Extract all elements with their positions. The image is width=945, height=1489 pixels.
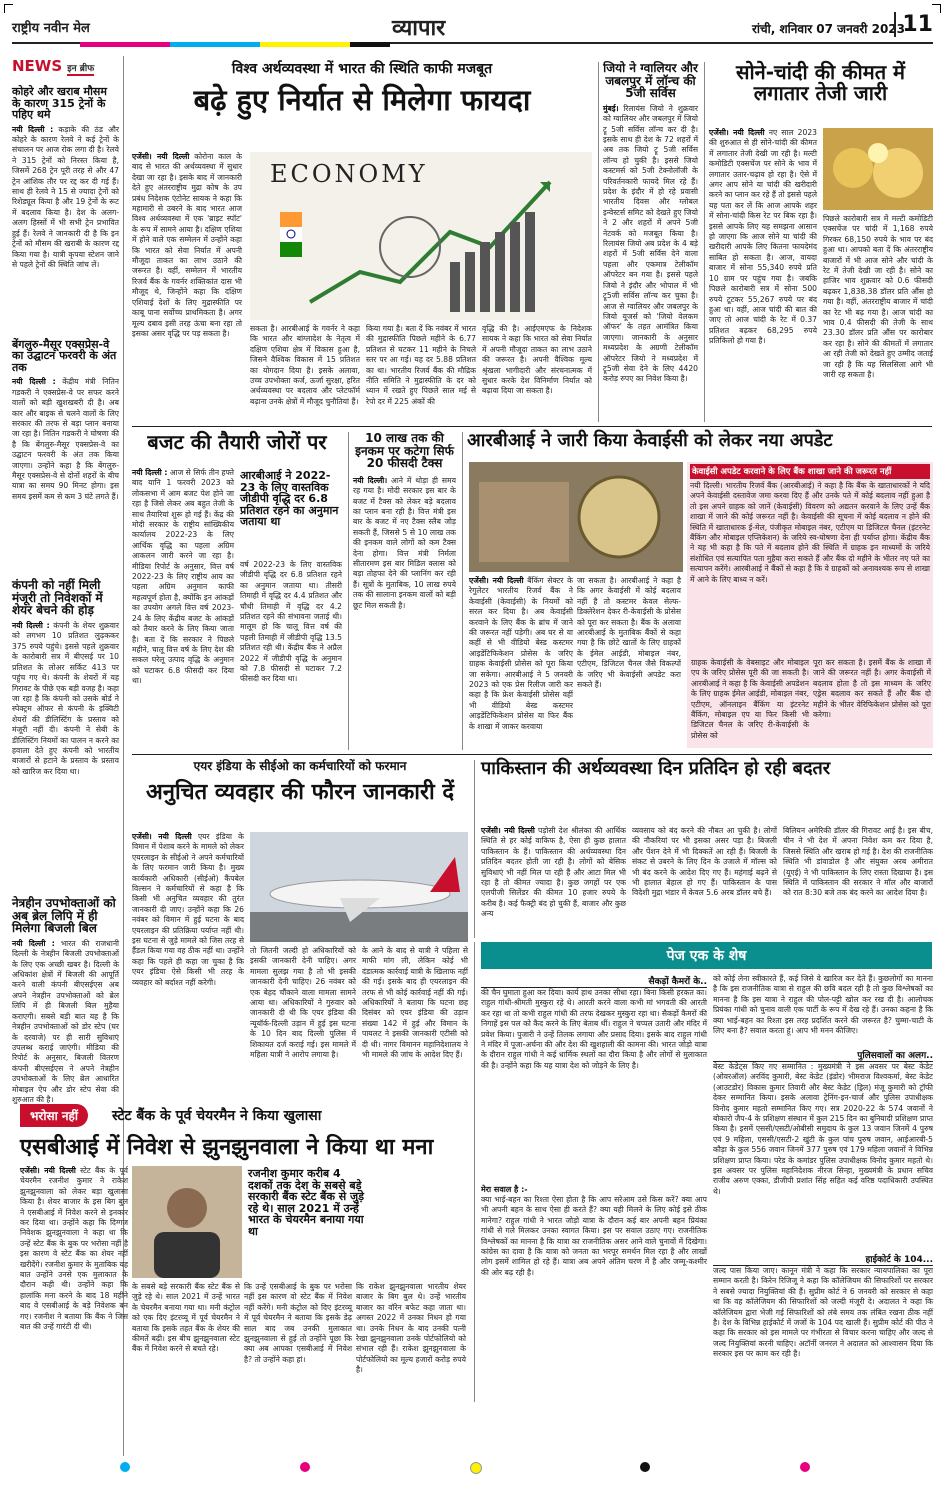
economy-photo-label: ECONOMY [270,160,428,188]
airplane-illustration [250,832,468,942]
sbi-story [20,1104,468,1456]
pakistan-body-col3: बिलियन अमेरिकी डॉलर की गिरावट आई है। इस बीच, चीन ने भी देश में अपना निवेश कम कर दिया है, जिससे स्थिति और खराब हो गई है। देश की राजनीतिक स्थिति भी डांवाडोल है और संयुक्त अरब अमीरात (यूएई) ने भी पाकिस्तान के लिए रास्ता दिखाया है। इस स्थिति में पाकिस्तान की सरकार ने मॉल और बाजारों को रात 8:30 बजे तक बंद करने का आदेश दिया है। [783,826,933,898]
brief-body: केंद्रीय मंत्री नितिन गडकरी ने एक्सप्रेस-वे पर सफर करने वालों को बड़ी खुशखबरी दी है। अब कार और बाइक से चलने वालों के लिए सरकार की तरफ से बड़ा प्लान बनाया जा रहा है। नितिन गडकरी ने घोषणा की है कि बेंगलुरु-मैसूर एक्सप्रेस-वे का उद्घाटन फरवरी के अंत तक किया जाएगा। उन्होंने कहा है कि बेंगलुरु-मैसूर एक्सप्रेस-वे से दोनों शहरों के बीच यात्रा का समय 90 मिनट होगा। इस समय इसमें कम से कम 3 घंटे लगते हैं। [12,377,120,501]
tax-headline: 10 लाख तक की इनकम पर कटेगा सिर्फ 20 फीसदी टैक्स [355,431,454,471]
remains-story-2-body: बेस्ट केडेट्स किए गए सम्मानित : मुख्यमंत्री ने इस अवसर पर बेस्ट केडेट (ओवरऑल) अरविंद कुमारी, बेस्ट केडेट (इंडोर) भीमराज विश्वकर्मा, बेस्ट केडेट (आउटडोर) विकास कुमार तिवारी और बेस्ट केडेट (ड्रिल) मंजू कुमारी को ट्रॉफी देकर सम्मानित किया। इसके अलावा ट्रेनिंग-इन-चार्ज और पुलिस उपाधीक्षक विनोद कुमार महतो सम्मानित किए गए। सत्र 2020-22 के 574 जवानों ने बोकारो जैप-4 के प्रशिक्षण संस्थान में कुल 215 दिन का बुनियादी प्रशिक्षण प्राप्त किया है। इसमें एससी/एसटी/ओबीसी समुदाय के कुल 13 जवान जिनमें 4 पुरुष एवं 9 महिला, एससी/एसटी-2 खुंटी के कुल पांच पुरुष जवान, आईआरबी-5 कौड़ा के कुल 556 जवान जिनमें 377 पुरुष एवं 179 महिला जवानों ने विभिन्न प्रशिक्षण प्राप्त किया। परेड के कमांडर पुलिस उपाधीक्षक विनोद कुमार महतो थे। इस अवसर पर पुलिस महानिदेशक नीरज सिन्हा, मुख्यमंत्री के प्रधान सचिव राजीव अरुण एक्का, डीजीपी प्रशांत सिंह सहित कई वरिष्ठ पदाधिकारी उपस्थित थे। [713,1062,933,1196]
masthead [12,8,933,44]
airindia-headline: अनुचित व्यवहार की फौरन जानकारी दें [145,779,455,805]
color-bar [170,42,260,47]
section-title: व्यापार [392,16,446,41]
gold-body-col2: पिछले कारोबारी सत्र में मल्टी कमोडिटी एक्सचेंज पर चांदी में 1,168 रुपये गिरकर 68,150 रुपये के भाव पर बंद हुआ था। आपको बता दें कि अंतरराष्ट्रीय बाजारों में भी आज सोने और चांदी के रेट में तेजी देखी जा रही है। सोने का हाजिर भाव शुक्रवार को 0.6 फीसदी बढ़कर 1,838.38 डॉलर प्रति औंस हो गया है। वहीं, अंतरराष्ट्रीय बाजार में चांदी का रेट भी बढ़ गया है। आज चांदी का भाव 0.4 फीसदी की तेजी के साथ 23.30 डॉलर प्रति औंस पर कारोबार कर रहा है। सोने की कीमतों में लगातार आ रही तेजी को देखते हुए उम्मीद जताई जा रही है कि यह सिलसिला आगे भी जारी रह सकता है। [823,214,933,380]
budget-story [132,432,342,750]
remains-story-1-body: की चैन घुमाता हुआ कर दिया। कार्य हाथ उनका सीधा रहा। बिना किसी हरकत का। राहुल गांधी-श्रीमती मुस्कुरा रहे थे। आरती करने वाला कभी मां भगवती की आरती कर रहा था तो कभी राहुल गांधी की तरफ देखकर मुस्कुरा रहा था। सैकड़ों कैमरों की निगाहें इस पल को कैद करने के लिए बेताब थीं। राहुल ने चप्पल उतारी और मंदिर में प्रवेश किया। पुजारी ने उन्हें तिलक लगाया और प्रसाद दिया। इसके बाद राहुल गांधी ने मंदिर में पूजा-अर्चना की और देश की खुशहाली की कामना की। भारत जोड़ो यात्रा के दौरान राहुल गांधी ने कई धार्मिक स्थलों का दौरा किया है और लोगों से मुलाकात की है। उन्होंने कहा कि यह यात्रा देश को जोड़ने के लिए है। [481,988,707,1070]
remains-right-column [713,974,933,1416]
remains-story-2-title: पुलिसवालों का अलग.. [713,1048,933,1062]
tax-story [348,432,456,750]
kyc-box-headline: केवाईसी अपडेट करवाने के लिए बैंक शाखा जाने की जरूरत नहीं [690,464,930,479]
brief-dateline: नयी दिल्ली : [12,377,56,387]
rbi-story [462,432,932,750]
page-number: 11 [894,12,933,37]
lead-story [132,62,592,422]
economy-photo [250,152,592,320]
news-sub-label: इन ब्रीफ [67,64,95,74]
brief-dateline: नयी दिल्ली : [12,621,50,631]
lead-headline: बढ़े हुए निर्यात से मिलेगा फायदा [193,82,531,117]
pakistan-body-col2: व्यवसाय को बंद करने की नौबत आ चुकी है। लोगों की नौकरियां पर भी इसका असर पड़ा है। बिजली और पेंशन देने में भी दिक्कतें आ रही हैं। बिजली के संकट से उबरने के लिए दिन के उजाले में मॉल्स को भी बंद करने के आदेश दिए गए हैं। महंगाई बढ़ने से भी हालात बेहाल हो गए हैं। पाकिस्तान के पास विदेशी मुद्रा भंडार में केवल 5.6 अरब डॉलर बचे हैं। [632,826,777,898]
color-bar [260,42,350,47]
color-bar [350,42,390,47]
page-one-remains [474,942,932,1402]
rajnish-kumar-photo [132,1166,242,1278]
rbi-emblem-illustration [469,462,683,572]
budget-sub-body: वर्ष 2022-23 के लिए वास्तविक जीडीपी वृद्धि दर 6.8 प्रतिशत रहने का अनुमान जताया था। तीसरी तिमाही में वृद्धि दर 4.4 प्रतिशत और चौथी तिमाही में वृद्धि दर 4.2 प्रतिशत रहने की संभावना जताई थी। मालूम हो कि चालू वित्त वर्ष की पहली तिमाही में जीडीपी वृद्धि 13.5 प्रतिशत रही थी। केंद्रीय बैंक ने अप्रैल 2022 में जीडीपी वृद्धि के अनुमान को 7.8 फीसदी से घटाकर 7.2 फीसदी कर दिया था। [240,560,342,684]
portrait-illustration [132,1166,242,1278]
budget-body: आज से सिर्फ तीन हफ्ते बाद यानि 1 फरवरी 2023 को लोकसभा में आम बजट पेश होने जा रहा है जिसे लेकर अब बहुत तेजी के साथ तैयारियां शुरू हो गई हैं। केंद्र की मोदी सरकार के राष्ट्रीय सांख्यिकीय कार्यालय 2022-23 के लिए आर्थिक वृद्धि का पहला अग्रिम आकलन जारी करने जा रहा है। मीडिया रिपोर्ट के अनुसार, वित्त वर्ष 2022-23 के लिए राष्ट्रीय आय का पहला अग्रिम अनुमान काफी महत्वपूर्ण होता है, क्योंकि इन आंकड़ों का उपयोग अगले वित्त वर्ष 2023-24 के लिए केंद्रीय बजट के आंकड़ों को तैयार करने के लिए किया जाता है। बता दें कि सरकार ने पिछले महीने, चालू वित्त वर्ष के लिए देश की सकल घरेलू उत्पाद वृद्धि के अनुमान को घटाकर 6.8 फीसदी कर दिया था। [132,468,234,686]
airindia-body-col2: तो जितनी जल्दी हो अधिकारियों को इसकी जानकारी देनी चाहिए। अगर मामला सुलझ गया है तो भी इसकी जानकारी देनी चाहिए। 26 नवंबर को एक बेहद चौंकाने वाला मामला सामने आया था। अधिकारियों ने गुरुवार को जानकारी दी थी कि एयर इंडिया की न्यूयॉर्क-दिल्ली उड़ान में हुई इस घटना के 10 दिन बाद दिल्ली पुलिस में शिकायत दर्ज कराई गई। इस मामले में महिला यात्री ने आरोप लगाया है। [250,946,356,1060]
pakistan-headline: पाकिस्तान की अर्थव्यवस्था दिन प्रतिदिन हो रही बदतर [481,758,831,779]
rbi-building-photo [469,462,683,572]
remains-story-3-body: जल्द पास किया जाए। कानून मंत्री ने कहा कि सरकार न्यायपालिका का पूरा सम्मान करती है। किरेन रिजिजू ने कहा कि कॉलेजियम की सिफारिशों पर सरकार ने सबसे ज्यादा नियुक्तियां की हैं। सुप्रीम कोर्ट ने 6 जनवरी को सरकार से कहा था कि वह कॉलेजियम की सिफारिशों को जल्दी मंजूरी दे। अदालत ने कहा कि कॉलेजियम द्वारा भेजी गई सिफारिशों को लंबे समय तक लंबित रखना ठीक नहीं है। देश के विभिन्न हाईकोर्ट में जजों के 104 पद खाली हैं। सुप्रीम कोर्ट की पीठ ने कहा कि सरकार को इस मामले पर गंभीरता से विचार करना चाहिए और जल्द से जल्द नियुक्तियां करनी चाहिए। अटॉर्नी जनरल ने अदालत को आश्वासन दिया कि सरकार इस पर काम कर रही है। [713,1266,933,1359]
brief-headline: नेत्रहीन उपभोक्ताओं को अब ब्रेल लिपि में ही मिलेगा बिजली बिल [12,896,116,936]
sbi-body-col2: के सबसे बड़े सरकारी बैंक स्टेट बैंक से जुड़े रहे थे। साल 2021 में उन्हें भारत के चेयरमैन बनाया गया था। मनी कंट्रोल को एक दिए इंटरव्यू में पूर्व चेयरमैन ने बताया कि इसके तहत बैंक के शेयर की कीमतें बढ़ी। इस बीच झुनझुनवाला स्टेट बैंक में निवेश करने से बचते रहे। [132,1282,240,1354]
sbi-pull-quote: रजनीश कुमार करीब 4 दशकों तक देश के सबसे बड़े सरकारी बैंक स्टेट बैंक से जुड़े रहे थे। साल 2021 में उन्हें भारत के चेयरमैन बनाया गया था [248,1167,365,1238]
brief-headline: कंपनी को नहीं मिली मंजूरी तो निवेशकों में शेयर बेचने की होड़ [12,578,103,618]
lead-body-col4: वृद्धि की है। आईएमएफ के निदेशक सायक ने कहा कि भारत को सेवा निर्यात में अपनी मौजूदा ताकत का लाभ उठाने की जरूरत है। अपनी वैश्विक मूल्य श्रृंखला भागीदारी और संरचनात्मक में सुधार करके देश विनिर्माण निर्यात को बढ़ावा दिया जा सकता है। [482,324,592,396]
gold-chain-illustration [823,128,933,210]
jio-body: रिलायंस जियो ने शुक्रवार को ग्वालियर और जबलपुर में जियो ट्रू 5जी सर्विस लॉन्च कर दी है। इसके साथ ही देश के 72 शहरों में अब तक जियो ट्रू 5जी सर्विस लॉन्च हो चुकी है। इससे जियो कस्टमर्स को 5जी टेक्नोलॉजी के परिवर्तनकारी फायदे मिल रहे हैं। प्रदेश के इंदौर में हो रहे प्रवासी भारतीय दिवस और ग्लोबल इन्वेस्टर्स समिट को देखते हुए जियो ने 2 और शहरों में अपने 5जी नेटवर्क को मजबूत किया है। रिलायंस जियो अब प्रदेश के 4 बड़े शहरों में 5जी सर्विस देने वाला पहला और एकमात्र टेलीकॉम ऑपरेटर बन गया है। इससे पहले जियो ने इंदौर और भोपाल में भी ट्रू5जी सर्विस लॉन्च कर चुका है। आज से ग्वालियर और जबलपुर के जियो यूजर्स को 'जियो वेलकम ऑफर' के तहत आमंत्रित किया जाएगा। जानकारी के अनुसार मध्यप्रदेश के अग्रणी टेलीकॉम ऑपरेटर जियो ने मध्यप्रदेश में ट्रू5जी सेवा देने के लिए 4420 करोड़ रुपए का निवेश किया है। [603,103,698,384]
sbi-dateline: एजेंसी। नयी दिल्ली [20,1166,76,1175]
airindia-body-col1: एयर इंडिया के विमान में पेशाब करने के मामले को लेकर एयरलाइन के सीईओ ने अपने कर्मचारियों के लिए फरमान जारी किया है। मुख्य कार्यकारी अधिकारी (सीईओ) कैंपबेल विल्सन ने कर्मचारियों से कहा है कि किसी भी अनुचित व्यवहार की तुरंत जानकारी दी जाए। उन्होंने कहा कि 26 नवंबर को विमान में हुई घटना के बाद एयरलाइन की प्रतिक्रिया पर्याप्त नहीं थी। इस घटना से जुड़े मामले को जिस तरह से हैंडल किया गया वह ठीक नहीं था। उन्होंने कहा कि पहले ही कहा जा चुका है कि एयर इंडिया ऐसे किसी भी तरह के व्यवहार को बर्दाश्त नहीं करेगी। [132,832,244,987]
gold-headline: सोने-चांदी की कीमत में लगातार तेजी जारी [735,60,906,105]
news-label: NEWS [12,57,63,75]
economy-chart-illustration [250,152,592,320]
lead-dateline: एजेंसी। नयी दिल्ली [132,152,190,161]
airindia-plane-photo [250,832,468,942]
remains-banner: पेज एक के शेष [481,942,932,969]
sbi-headline: एसबीआई में निवेश से झुनझुनवाला ने किया था मना [20,1135,434,1160]
divider [132,754,932,755]
sbi-kicker-badge: भरोसा नहीं [20,1104,88,1127]
gold-jewellery-photo [823,128,933,210]
gold-dateline: एजेंसी। नयी दिल्ली [709,128,765,137]
remains-story-1-sub: मेरा सवाल है :- [481,1185,528,1194]
crop-mark [932,4,941,13]
lead-body-col2: सकता है। आरबीआई के गवर्नर ने कहा कि भारत और बांग्लादेश के नेतृत्व में दक्षिण एशिया क्षेत्र में विकास हुआ है, जिसने वैश्विक विकास में 15 प्रतिशत का योगदान दिया है। इसके अलावा, उच्च उपभोक्ता कर्ज, ऊर्जा सुरक्षा, हरित अर्थव्यवस्था पर बदलाव और प्लेटफॉर्म बढ़ाना उनके क्षेत्रों में मौजूद चुनौतियां हैं। [250,324,360,406]
jio-story [598,62,698,422]
brief-headline: बेंगलुरु-मैसूर एक्सप्रेस-वे का उद्घाटन फरवरी के अंत तक [12,337,117,374]
brief-dateline: नयी दिल्ली : [12,124,54,134]
airindia-kicker: एयर इंडिया के सीईओ का कर्मचारियों को फरमान [193,759,407,773]
budget-headline: बजट की तैयारी जोरों पर [147,430,327,454]
pakistan-dateline: एजेंसी। नयी दिल्ली [481,826,535,835]
sbi-body-col3: कि उन्हें एसबीआई के बुक पर भरोसा नहीं इस कारण वो स्टेट बैंक में निवेश नहीं करेंगे। मनी कंट्रोल को दिए इंटरव्यू में पूर्व चेयरमैन ने बताया कि इसके डेढ़ साल बाद जब उनकी मुलाकात झुनझुनवाला से हुई तो उन्होंने पूछा कि क्या अब आपका एसबीआई में निवेश है? तो उन्होंने कहा हां। [244,1282,352,1364]
sbi-body-col4: कि राकेश झुनझुनवाला भारतीय शेयर बाजार के बिग बुल थे। उन्हें भारतीय बाजार का वॉरेन बफेट कहा जाता था। अगस्त 2022 में उनका निधन हो गया था। उनके निधन के बाद उनकी पत्नी रेखा झुनझुनवाला उनके पोर्टफोलियो को संभाल रही हैं। राकेश झुनझुनवाला के पोर्टफोलियो का मूल्य हजारों करोड़ रुपये है। [356,1282,466,1375]
rbi-dateline: एजेंसी। नयी दिल्ली [469,576,524,585]
brief-body: भारत की राजधानी दिल्ली के नेत्रहीन बिजली उपभोक्ताओं के लिए एक अच्छी खबर है। दिल्ली के अधिकांश क्षेत्रों में बिजली की आपूर्ति करने वाली कंपनी बीएसईएस अब अपने नेत्रहीन उपभोक्ताओं को ब्रेल लिपि में ही बिजली बिल मुहैया कराएगी। सबसे बड़ी बात यह है कि नेत्रहीन उपभोक्ताओं को डोर स्टेप (घर के दरवाजे) पर ही सारी सुविधाएं उपलब्ध कराई जाएंगी। मीडिया की रिपोर्ट के अनुसार, बिजली वितरण कंपनी बीएसईएस ने अपने नेत्रहीन उपभोक्ताओं के लिए ब्रेल आधारित मोबाइल ऐप और डोर स्टेप सेवा की शुरुआत की है। [12,938,119,1104]
brief-body: कड़ाके की ठंड और कोहरे के कारण रेलवे ने कई ट्रेनों के संचालन पर आज रोक लगा दी है। रेलवे ने 315 ट्रेनों को निरस्त किया है, जिसमें 268 ट्रेन पूरी तरह से और 47 ट्रेन आंशिक तौर पर रद्द कर दी गई हैं। साथ ही रेलवे ने 15 से ज्यादा ट्रेनों को रिशेड्यूल किया है और 19 ट्रेनों के रूट में बदलाव किया है। देश के अलग-अलग हिस्सों में भी सभी ट्रेन प्रभावित हुई हैं। रेलवे ने जानकारी दी है कि इन ट्रेनों को मौसम की खराबी के कारण रद्द किया गया है। यात्री कृपया स्टेशन जाने से पहले ट्रेनों की स्थिति जांच लें। [12,124,120,269]
brief-headline: कोहरे और खराब मौसम के कारण 315 ट्रेनों के पहिए थमे [12,85,107,122]
rbi-headline: आरबीआई ने जारी किया केवाईसी को लेकर नया अपडेट [467,430,833,451]
kyc-box-col2: ग्राहक केवाईसी के वेबसाइट और मोबाइल एप के जरिए प्रोसेस पूरी की जा सकती है। आरबीआई ने कहा है कि केवाईसी अपडेशन के लिए ग्राहक ईमेल आईडी, मोबाइल नंबर, एटीएम, ऑनलाइन बैंकिंग या इंटरनेट बैंकिंग, मोबाइल एप या फिर किसी भी डिजिटल चैनल के जरिए री-केवाईसी के प्रोसेस को [691,658,809,748]
sbi-body-col1: स्टेट बैंक के पूर्व चेयरमैन रजनीश कुमार ने राकेश झुनझुनवाला को लेकर बड़ा खुलासा किया है। शेयर बाजार के इस बिग बुल ने एसबीआई में निवेश करने से इनकार कर दिया था। उन्होंने कहा कि दिग्गज निवेशक झुनझुनवाला ने कहा था कि उन्हें स्टेट बैंक के बुक पर भरोसा नहीं है इस कारण वे स्टेट बैंक का शेयर नहीं खरीदेंगे। रजनीश कुमार के मुताबिक यह बात उन्होंने उनसे एक मुलाकात के दौरान कही थी। उन्होंने कहा कि हालांकि मना करने के बाद 18 महीने बाद वे एसबीआई के बड़े निवेशक बन गए। रजनीश ने बताया कि बैंक ने जिस बात की उन्हें गारंटी दी थी। [20,1166,128,1332]
lead-kicker: विश्व अर्थव्यवस्था में भारत की स्थिति काफी मजबूत [231,61,493,77]
lead-body-col1: कोरोना काल के बाद से भारत की अर्थव्यवस्था में सुधार देखा जा रहा है। इसके बाद में जानकारी देते हुए अंतरराष्ट्रीय मुद्रा कोष के उप प्रबंध निदेशक एंटोनेट सायक ने कहा कि महामारी से उबरने के बाद भारत आज विश्व अर्थव्यवस्था में एक 'ब्राइट स्पॉट' के रूप में सामने आया है। दक्षिण एशिया में होने वाले एक सम्मेलन में उन्होंने कहा कि भारत को सेवा निर्यात में अपनी मौजूदा ताकत का लाभ उठाने की जरूरत है। वहीं, सम्मेलन में भारतीय रिजर्व बैंक के गवर्नर शक्तिकांत दास भी मौजूद थे, जिन्होंने कहा कि दक्षिण एशियाई देशों के लिए मुद्रास्फीति पर काबू पाना सर्वोच्च प्राथमिकता है। अगर मूल्य दबाव इसी तरह ऊंचा बना रहा तो इसका असर वृद्धि पर पड़ सकता है। [132,152,242,338]
paper-name: राष्ट्रीय नवीन मेल [12,21,90,36]
news-brief-header [12,56,123,84]
registration-strip [0,1460,945,1474]
tax-dateline: नयी दिल्ली। [353,475,388,485]
remains-story-1-body2: क्या भाई-बहन का रिश्ता ऐसा होता है कि आप सरेआम उसे किस करें? क्या आप भी अपनी बहन के साथ ऐसा ही करते हैं? क्या यही मिलने के लिए कोई इसे ठीक मानेगा? राहुल गांधी ने भारत जोड़ो यात्रा के दौरान कई बार अपनी बहन प्रियंका गांधी से गले मिलकर उनका स्वागत किया। इस पर सवाल उठाए गए। राजनीतिक विश्लेषकों का मानना है कि यात्रा का राजनीतिक असर आने वाले चुनावों में दिखेगा। कांग्रेस का दावा है कि यात्रा को जनता का भरपूर समर्थन मिल रहा है और लाखों लोग इसमें शामिल हो रहे हैं। यात्रा अब अपने अंतिम चरण में है और जम्मू-कश्मीर की ओर बढ़ रही है। [481,1195,707,1277]
lead-body-col3: किया गया है। बता दें कि नवंबर में भारत की मुद्रास्फीति पिछले महीने के 6.77 प्रतिशत से घटकर 11 महीने के निचले स्तर पर आ गई। यह दर 5.88 प्रतिशत का था। भारतीय रिजर्व बैंक की मौद्रिक नीति समिति ने मुद्रास्फीति के दर को ध्यान में रखते हुए पिछले साल मई से रेपो दर में 225 अंकों की [366,324,476,406]
pakistan-story [474,760,932,938]
remains-story-1-col2: को कोई लेना स्वीकारते हैं, कई जिसे वे खारिज कर देते हैं। कुछलोगों का मानना है कि इस राजनीतिक यात्रा से राहुल की छवि बदल रही है तो कुछ विश्लेषकों का मानना है कि इस यात्रा ने राहुल की पोल-पट्टी खोल कर रख दी है। आलोचक प्रियंका गांधी को चुनाव वाली एक पार्टी के रूप में देख रहे हैं। उनका कहना है कि क्या भाई-बहन का रिश्ता इस तरह प्रदर्शित करने की जरूरत है? चुम्मा-चाटी के लिए बना है? सवाल करता हूं। आप भी मनन कीजिए। [713,974,933,1036]
sbi-kicker: स्टेट बैंक के पूर्व चेयरमैन ने किया खुलासा [112,1108,322,1124]
rbi-body-col2: जा सकता है। आरबीआई ने कहा है कि अगर केवाईसी में कोई बदलाव नहीं है तो कस्टमर केवल सेल्फ-डिक्लेरेशन देकर री-केवाईसी के प्रोसेस को पूरा कर सकता है। बैंक के अलावा आरबीआई के मुताबिक बैंकों से कहा गया है कि छोटे खातों के लिए ग्राहकों के ईमेल आईडी, मोबाइल नंबर, एटीएम, डिजिटल चैनल जैसे विकल्पों के जरिए भी केवाईसी अपडेट करा सकते हैं। [577,576,681,690]
brief-dateline: नयी दिल्ली : [12,938,55,948]
date-line: रांची, शनिवार 07 जनवरी 2023 [752,22,905,36]
gold-body-col1: नए साल 2023 की शुरुआत से ही सोने-चांदी की कीमत में लगातार तेजी देखी जा रही है। मल्टी कमोडिटी एक्सचेंज पर सोने के भाव में लगातार उतार-चढ़ाव हो रहा है। ऐसे में अगर आप सोने या चांदी की खरीदारी करने का प्लान कर रहे हैं तो इससे पहले यह पता कर लें कि आज आपके शहर में सोना-चांदी किस रेट पर बिक रहा है। इससे आपके लिए यह समझना आसान हो जाएगा कि आज सोने या चांदी की खरीदारी आपके लिए कितना फायदेमंद साबित हो सकता है। आज, वायदा बाजार में सोना 55,340 रुपये प्रति 10 ग्राम पर पहुंच गया है। जबकि पिछले कारोबारी सत्र में सोना 500 रुपये टूटकर 55,267 रुपये पर बंद हुआ था। वहीं, आज चांदी की बात की जाए तो आज चांदी के रेट में 0.37 प्रतिशत बढ़कर 68,295 रुपये प्रतिकिलो हो गया है। [709,128,817,346]
brief-body: कंपनी के शेयर शुक्रवार को लगभग 10 प्रतिशत लुढ़ककर 375 रुपये पहुंचे। इससे पहले शुक्रवार के कारोबारी सत्र में बीएसई पर 10 प्रतिशत के लोअर सर्किट 413 पर पहुंच गए थे। कंपनी के शेयरों में यह गिरावट के पीछे एक बड़ी वजह है। कहा जा रहा है कि कंपनी को उसके बोर्ड ने स्पेक्ट्रम ऑफर से कंपनी के इक्विटी शेयरों की डीलिस्टिंग के प्रस्ताव को मंजूरी नहीं दी। कंपनी ने सेबी के डीलिस्टिंग नियमों का पालन न करने का हवाला देते हुए कंपनी को भारतीय बाजारों से हटाने के प्रस्ताव के प्रस्ताव को खारिज कर दिया था। [12,621,119,776]
gold-story [704,62,932,422]
airindia-body-col3: के आने के बाद से यात्री ने पहिला से माफी मांग ली, लेकिन कोई भी दंडात्मक कार्रवाई यात्री के खिलाफ नहीं की गई। इसके बाद ही एयरलाइन की तरफ से भी कोई कार्रवाई नहीं की गई। अधिकारियों ने बताया कि घटना छह दिसंबर को एयर इंडिया की उड़ान संख्या 142 में हुई और विमान के पायलट ने इसकी जानकारी एटीसी को दी थी। नागर विमानन महानिदेशालय ने भी मामले की जांच के आदेश दिए हैं। [362,946,468,1060]
airindia-story [132,760,468,1100]
budget-sub-headline: आरबीआई ने 2022-23 के लिए वास्तविक जीडीपी वृद्धि दर 6.8 प्रतिशत रहने का अनुमान जताया था [240,469,339,529]
rbi-body-col1: बैंकिंग सेक्टर के रेगुलेटर भारतीय रिजर्व बैंक ने केवाईसी (केवाईसी) के नियमों को सरल कर दिया है। अब केवाईसी करवाने के लिए बैंक के ब्रांच में जाने की जरूरत नहीं पड़ेगी। अब घर से या कहीं से भी वीडियो बेस्ड कस्टमर आइडेंटिफिकेशन प्रोसेस के जरिए ग्राहक केवाईसी प्रोसेस को पूरा किया जा सकेगा। आरबीआई ने 5 जनवरी 2023 को एक प्रेस रिलीज जारी कर कहा है कि फ्रेश केवाईसी प्रोसेस वहीं भी वीडियो बेस्ड कस्टमर आइडेंटिफिकेशन प्रोसेस या फिर बैंक के शाखा में जाकर करवाया [469,576,573,731]
budget-dateline: नयी दिल्ली : [132,468,168,477]
jio-dateline: मुंबई। [603,103,619,113]
airindia-dateline: एजेंसी। नयी दिल्ली [132,832,192,841]
pakistan-body-col1: पड़ोसी देश श्रीलंका की आर्थिक स्थिति से हर कोई वाकिफ है, ऐसा ही कुछ हालात पाकिस्तान के हैं। पाकिस्तान की अर्थव्यवस्था दिन प्रतिदिन बदतर होती जा रही है। लोगों को बेसिक सुविधाएं भी नहीं मिल पा रही हैं और आटा मिल भी रहा है तो कीमत ज्यादा है। कुछ जगहों पर एक एलपीजी सिलेंडर की कीमत 10 हजार रुपये के करीब है। कई फैक्ट्री बंद हो चुकी हैं, बाजार और कुछ अन्य [481,826,626,919]
remains-story-1 [481,974,707,1373]
jio-headline: जियो ने ग्वालियर और जबलपुर में लॉन्च की 5जी सर्विस [603,61,698,101]
kyc-box-col3: पूरा कर सकता है। इसमें बैंक के शाखा में जाने की जरूरत नहीं है। अगर केवाईसी में बदलाव होता है तो इस माध्यम के जरिए एड्रेस बदलाव कर सकते हैं और बैंक दो महीने के भीतर वेरिफिकेशन प्रोसेस को पूरा करेगा। [813,658,931,748]
remains-story-3-title: हाईकोर्ट के 104... [713,1252,933,1266]
kyc-box-body: नयी दिल्ली। भारतीय रिजर्व बैंक (आरबीआई) ने कहा है कि बैंक के खाताधारकों ने यदि अपने केवाईसी दस्तावेज जमा करवा दिए हैं और उनके पते में कोई बदलाव नहीं हुआ है तो इस अपने ग्राहक को जानें (केवाईसी) विवरण को अद्यतन करवाने के लिए उन्हें बैंक शाखा में जाने की कोई जरूरत नहीं है। केवाईसी की सूचना में कोई बदलाव न होने की स्थिति में खाताधारक ई-मेल, पंजीकृत मोबाइल नंबर, एटीएम या डिजिटल चैनल (इंटरनेट बैंकिंग और मोबाइल एप्लिकेशन) के जरिये स्व-घोषणा देना ही पर्याप्त होगा। केंद्रीय बैंक ने यह भी कहा है कि पते में बदलाव होने की स्थिति में ग्राहक इन माध्यमों के जरिये संशोधित एवं सत्यापित पता मुहैया करा सकते हैं और बैंक दो महीने के भीतर नए पते का सत्यापन करेंगे। आरबीआई ने बैंकों से कहा है कि वे ग्राहकों को अनावश्यक रूप से शाखा में आने के लिए बाध्य न करें। [690,481,930,584]
color-bar [80,42,170,47]
divider [132,426,932,427]
remains-story-1-title: सैकड़ों कैमरों के.. [481,974,707,988]
tax-body: आने में थोड़ा ही समय रह गया है। मोदी सरकार इस बार के बजट में टैक्स को लेकर बड़े बदलाव का प्लान बना रही है। वित्त मंत्री इस बार के बजट में नए टैक्स स्लैब जोड़ सकती हैं, जिससे 5 से 10 लाख तक की इनकम वाले लोगों को कम टैक्स देना होगा। वित्त मंत्री निर्मला सीतारमण इस बार मिडिल क्लास को बड़ा तोहफा देने की प्लानिंग कर रही हैं। सूत्रों के मुताबिक, 10 लाख रुपये तक की सालाना इनकम वालों को बड़ी छूट मिल सकती है। [353,475,456,610]
